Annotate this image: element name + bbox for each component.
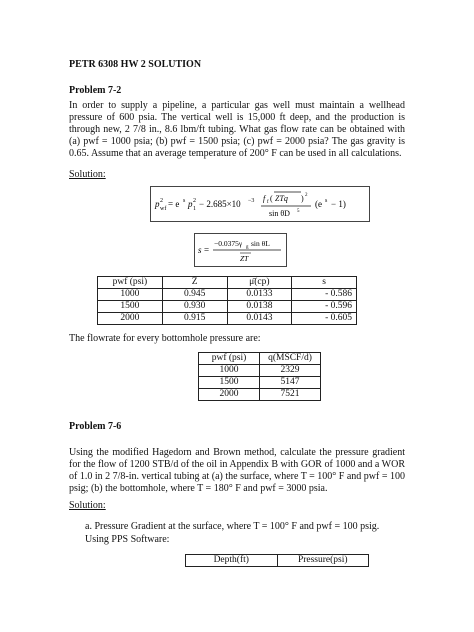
column-header: s [292,277,357,289]
table-header-row [186,555,369,567]
table-row [199,377,321,389]
column-header: Pressure(psi) [277,555,369,567]
problem-7-2-heading: Problem 7-2 [69,85,122,96]
svg-text:−3: −3 [248,198,255,204]
svg-text:2: 2 [160,198,163,204]
table-cell: 7521 [260,389,321,401]
table-row [199,389,321,401]
svg-text:(: ( [270,194,273,203]
s-equation-box [194,233,287,267]
svg-text:ZT: ZT [240,254,249,263]
column-header: q(MSCF/d) [260,353,321,365]
svg-text:p: p [155,199,160,209]
svg-text:f: f [263,194,266,203]
column-header: pwf (psi) [98,277,163,289]
gas-properties-table [97,276,357,325]
svg-text:): ) [301,194,304,203]
depth-pressure-table [185,554,369,567]
svg-text:− 1): − 1) [331,199,346,209]
svg-text:−0.0375γ: −0.0375γ [214,239,243,248]
column-header: Depth(ft) [186,555,278,567]
s-equation [195,234,286,266]
table-cell: - 0.605 [292,313,357,325]
svg-text:s: s [325,198,328,204]
svg-text:(e: (e [315,199,322,209]
svg-text:ZTq: ZTq [275,194,288,203]
using-software-text: Using PPS Software: [85,534,170,545]
solution-label-1: Solution: [69,169,106,180]
table-cell: 5147 [260,377,321,389]
column-header: Z̄ [162,277,227,289]
problem-7-6-text: Using the modified Hagedorn and Brown method, calculate the pressure gradient for the flow of 1200 STB/d of the oil in Appendix B with GOR of 1000 and a WOR of 1.0 in 2 7/8-in. vertical tubing at (a) the surface, where T = 100° F and pwf = 100 psig; (b) the bottomhole, where T = 180° F and pwf = 3000 psia. [69,447,405,494]
svg-text:= e: = e [168,199,180,209]
table-cell: 0.915 [162,313,227,325]
table-row [98,301,357,313]
svg-text:=: = [204,245,210,255]
table-cell: 1500 [199,377,260,389]
pressure-equation-box [150,186,370,222]
pressure-equation [151,187,369,221]
svg-text:5: 5 [297,209,300,214]
table-cell: 0.0133 [227,289,292,301]
table-cell: 1500 [98,301,163,313]
item-a-text: a. Pressure Gradient at the surface, where T = 100° F and pwf = 100 psig. [85,521,380,532]
table-cell: 1000 [199,365,260,377]
svg-text:2: 2 [193,198,196,204]
svg-text:s: s [198,245,202,255]
svg-text:1: 1 [193,206,196,212]
table-row [199,365,321,377]
svg-text:− 2.685×10: − 2.685×10 [199,199,241,209]
table-cell: 0.945 [162,289,227,301]
table-row [98,289,357,301]
table-cell: - 0.596 [292,301,357,313]
table-cell: 0.930 [162,301,227,313]
svg-text:p: p [188,199,193,209]
svg-text:2: 2 [305,193,308,198]
svg-text:f: f [267,200,269,205]
table-cell: 2000 [199,389,260,401]
flowrate-text: The flowrate for every bottomhole pressure are: [69,333,261,344]
solution-label-2: Solution: [69,500,106,511]
table-cell: 2000 [98,313,163,325]
table-cell: 0.0143 [227,313,292,325]
table-cell: 0.0138 [227,301,292,313]
table-header-row [98,277,357,289]
table-row [98,313,357,325]
table-cell: 2329 [260,365,321,377]
svg-text:g: g [246,245,249,250]
flowrate-table [198,352,321,401]
problem-7-2-text: In order to supply a pipeline, a particular gas well must maintain a wellhead pressure of 600 psia. The vertical well is 15,000 ft deep, and the production is through new, 2 7/8 in., 8.6 lbm/ft tubing. What gas flow rate can be obtained with (a) pwf = 1000 psia; (b) pwf = 1500 psia; (c) pwf = 2000 psia? The gas gravity is 0.65. Assume that an average temperature of 200° F can be used in all calculations. [69,100,405,159]
svg-text:wf: wf [160,206,167,212]
svg-text:s: s [183,198,186,204]
table-cell: - 0.586 [292,289,357,301]
column-header: μ̄(cp) [227,277,292,289]
problem-7-6-heading: Problem 7-6 [69,421,122,432]
column-header: pwf (psi) [199,353,260,365]
table-header-row [199,353,321,365]
document-title: PETR 6308 HW 2 SOLUTION [69,59,202,70]
svg-text:sin θD: sin θD [269,209,290,218]
svg-text:sin θL: sin θL [251,239,270,248]
table-cell: 1000 [98,289,163,301]
